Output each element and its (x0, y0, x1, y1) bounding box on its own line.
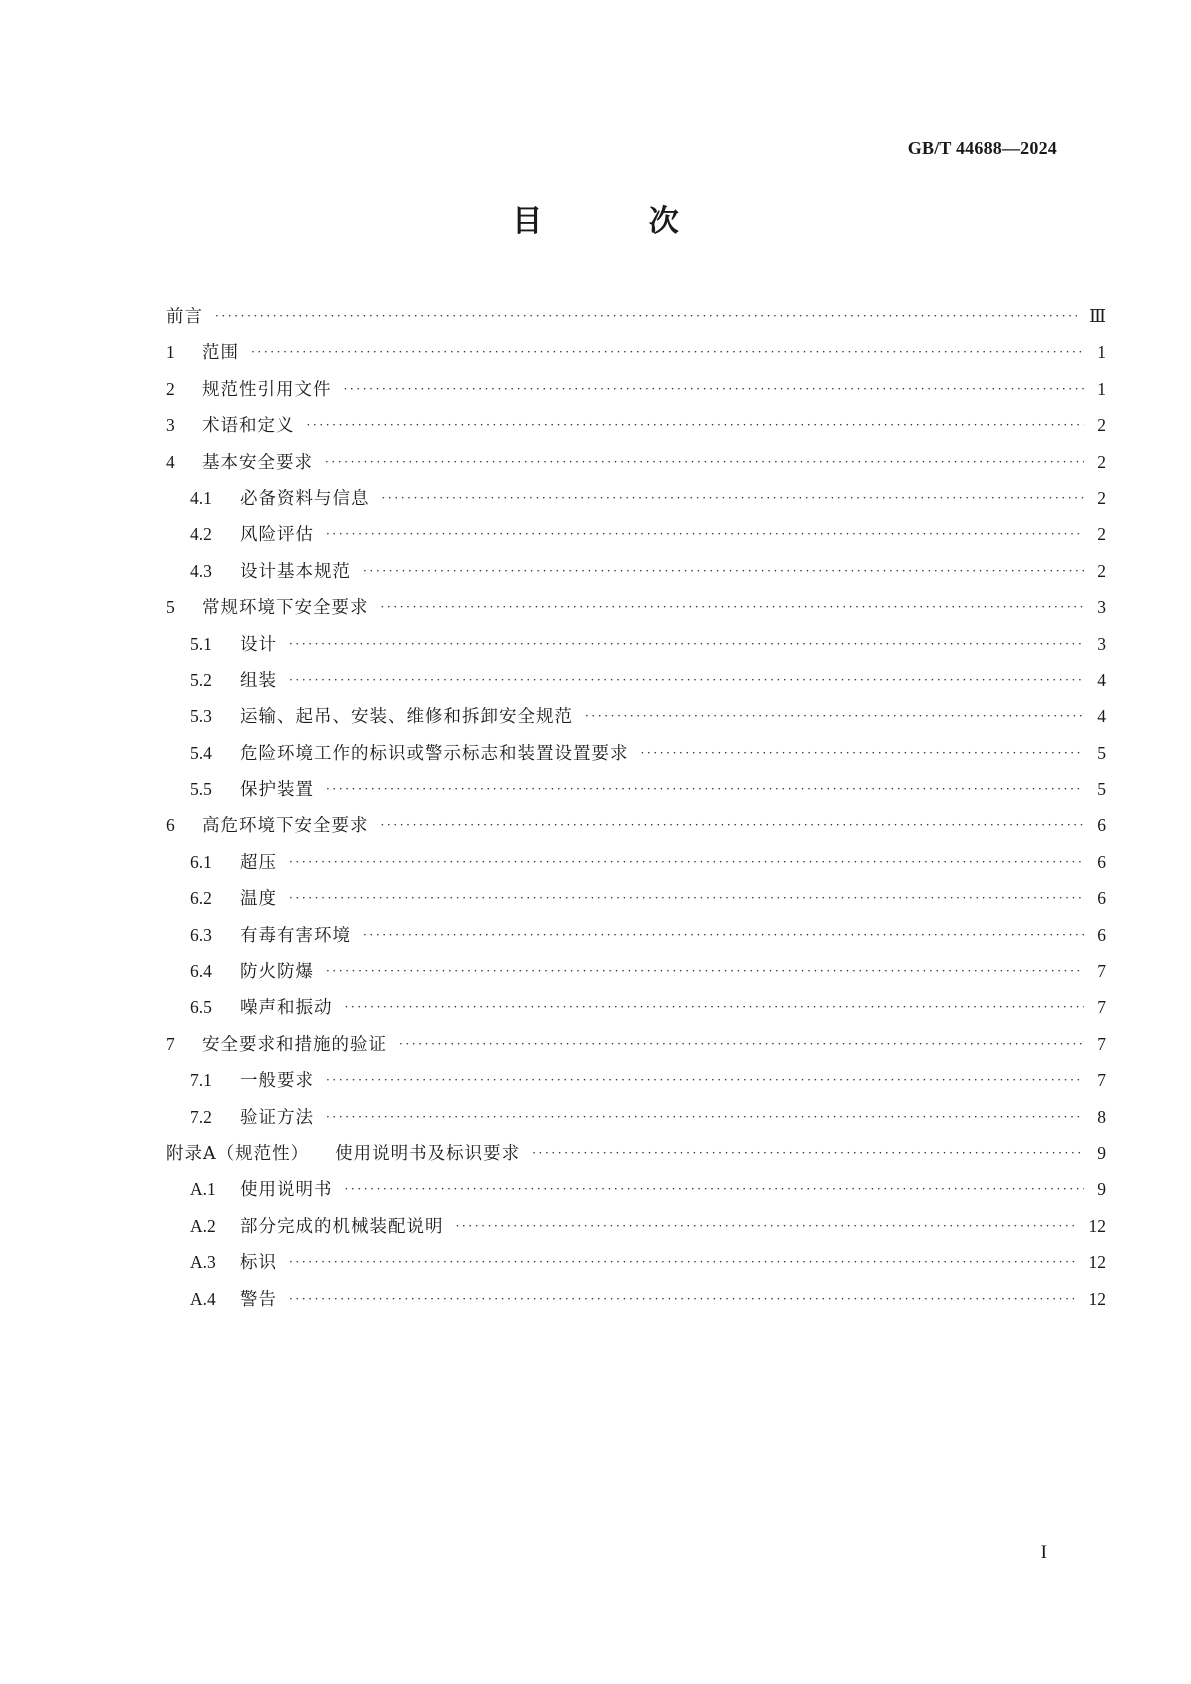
toc-entry-number: 7 (166, 1033, 175, 1054)
toc-entry-number: 7.1 (190, 1070, 212, 1091)
toc-dot-leader (307, 418, 1085, 432)
toc-entry-page: 2 (1097, 415, 1106, 436)
toc-entry-number: 5.4 (190, 742, 212, 763)
toc-entry-page: 5 (1097, 779, 1106, 800)
toc-entry-title: 有毒有害环境 (240, 925, 351, 946)
toc-entry-page: 6 (1097, 851, 1106, 872)
toc-entry-title: 附录A（规范性） (166, 1143, 310, 1164)
toc-dot-leader (289, 891, 1084, 905)
toc-entry-page: 6 (1097, 888, 1106, 909)
toc-entry-page: 12 (1088, 1215, 1106, 1236)
toc-entry-title: 范围 (202, 343, 239, 364)
toc-dot-leader (326, 1110, 1084, 1124)
toc-entry-title: 温度 (240, 889, 277, 910)
toc-entry-number: 6 (166, 815, 175, 836)
toc-entry-title: 噪声和振动 (240, 998, 333, 1019)
toc-entry-title: 部分完成的机械装配说明 (240, 1216, 444, 1237)
toc-entry-page: Ⅲ (1089, 306, 1106, 326)
toc-dot-leader (289, 1292, 1077, 1306)
toc-entry-number: 7.2 (190, 1106, 212, 1127)
toc-entry-page: 6 (1097, 924, 1106, 945)
toc-entry[interactable] (166, 849, 1106, 885)
toc-entry[interactable] (166, 922, 1106, 958)
toc-entry-page: 12 (1088, 1252, 1106, 1273)
toc-dot-leader (532, 1146, 1084, 1160)
toc-entry-title: 危险环境工作的标识或警示标志和装置设置要求 (240, 743, 629, 764)
toc-dot-leader (215, 309, 1077, 323)
toc-entry-page: 8 (1097, 1106, 1106, 1127)
toc-entry-page: 7 (1097, 1033, 1106, 1054)
toc-dot-leader (326, 964, 1084, 978)
toc-entry-title: 标识 (240, 1253, 277, 1274)
toc-entry[interactable] (166, 558, 1106, 594)
toc-dot-leader (382, 491, 1085, 505)
toc-entry-page: 9 (1097, 1179, 1106, 1200)
toc-entry-page: 7 (1097, 997, 1106, 1018)
toc-entry-number: 4.3 (190, 560, 212, 581)
toc-entry-page: 12 (1088, 1288, 1106, 1309)
toc-entry[interactable] (166, 667, 1106, 703)
toc-entry-title: 一般要求 (240, 1071, 314, 1092)
toc-entry[interactable] (166, 958, 1106, 994)
toc-entry-number: 5.5 (190, 779, 212, 800)
toc-dot-leader (363, 928, 1084, 942)
toc-entry-page: 4 (1097, 706, 1106, 727)
toc-entry-number: 5.3 (190, 706, 212, 727)
toc-entry[interactable] (166, 812, 1106, 848)
toc-entry[interactable] (166, 631, 1106, 667)
toc-entry-number: A.3 (190, 1252, 216, 1273)
toc-dot-leader (289, 637, 1084, 651)
toc-dot-leader (289, 855, 1084, 869)
toc-dot-leader (363, 564, 1084, 578)
toc-entry-number: 6.3 (190, 924, 212, 945)
toc-entry[interactable] (166, 303, 1106, 339)
toc-dot-leader (289, 1255, 1077, 1269)
toc-entry-number: 4.2 (190, 524, 212, 545)
toc-dot-leader (381, 600, 1085, 614)
toc-dot-leader (289, 673, 1084, 687)
toc-entry-page: 9 (1097, 1142, 1106, 1163)
table-of-contents (166, 303, 1106, 1322)
toc-entry-page: 6 (1097, 815, 1106, 836)
toc-entry-number: A.1 (190, 1179, 216, 1200)
toc-entry-number: 6.2 (190, 888, 212, 909)
toc-entry[interactable] (166, 339, 1106, 375)
toc-dot-leader (585, 709, 1084, 723)
toc-entry-number: 5.2 (190, 669, 212, 690)
toc-entry[interactable] (166, 449, 1106, 485)
toc-entry[interactable] (166, 1031, 1106, 1067)
toc-entry[interactable] (166, 1249, 1106, 1285)
toc-entry-page: 3 (1097, 633, 1106, 654)
toc-entry-title: 警告 (240, 1289, 277, 1310)
toc-entry-title: 设计 (240, 634, 277, 655)
toc-dot-leader (326, 782, 1084, 796)
toc-dot-leader (381, 818, 1085, 832)
toc-entry-title: 验证方法 (240, 1107, 314, 1128)
toc-entry[interactable] (166, 740, 1106, 776)
toc-entry-title: 保护装置 (240, 780, 314, 801)
toc-entry-title: 必备资料与信息 (240, 488, 370, 509)
toc-entry-title: 高危环境下安全要求 (202, 816, 369, 837)
toc-dot-leader (345, 1000, 1085, 1014)
page-number: I (1040, 1542, 1047, 1563)
toc-entry-page: 2 (1097, 524, 1106, 545)
standard-code: GB/T 44688—2024 (907, 138, 1057, 158)
toc-dot-leader (344, 382, 1085, 396)
toc-dot-leader (326, 1073, 1084, 1087)
toc-entry-title: 前言 (166, 307, 203, 327)
toc-entry-page: 3 (1097, 597, 1106, 618)
toc-entry[interactable] (166, 485, 1106, 521)
toc-entry[interactable] (166, 376, 1106, 412)
toc-dot-leader (456, 1219, 1077, 1233)
toc-dot-leader (641, 746, 1085, 760)
toc-entry-title: 运输、起吊、安装、维修和拆卸安全规范 (240, 707, 573, 728)
toc-dot-leader (326, 527, 1084, 541)
toc-entry-page: 5 (1097, 742, 1106, 763)
toc-entry-title: 防火防爆 (240, 962, 314, 983)
toc-entry[interactable] (166, 776, 1106, 812)
toc-entry-number: 6.4 (190, 961, 212, 982)
toc-entry-title: 设计基本规范 (240, 561, 351, 582)
toc-entry-page: 2 (1097, 487, 1106, 508)
toc-entry-title: 规范性引用文件 (202, 379, 332, 400)
toc-entry[interactable] (166, 885, 1106, 921)
toc-entry-title: 常规环境下安全要求 (202, 598, 369, 619)
toc-entry[interactable] (166, 703, 1106, 739)
toc-entry-number: 6.5 (190, 997, 212, 1018)
toc-entry-page: 7 (1097, 961, 1106, 982)
page-title: 目 次 (512, 204, 727, 239)
toc-entry[interactable] (166, 594, 1106, 630)
toc-entry-page: 1 (1097, 342, 1106, 363)
toc-entry-number: 6.1 (190, 851, 212, 872)
toc-entry-number: 3 (166, 415, 175, 436)
toc-entry-title: 安全要求和措施的验证 (202, 1034, 387, 1055)
toc-entry-title: 术语和定义 (202, 416, 295, 437)
toc-entry-page: 4 (1097, 669, 1106, 690)
toc-dot-leader (251, 345, 1084, 359)
toc-entry-page: 1 (1097, 378, 1106, 399)
toc-entry[interactable] (166, 412, 1106, 448)
toc-entry-number: 4.1 (190, 487, 212, 508)
toc-entry-number: A.4 (190, 1288, 216, 1309)
toc-entry-title: 使用说明书 (240, 1180, 333, 1201)
toc-entry[interactable] (166, 1140, 1106, 1176)
toc-entry-number: 2 (166, 378, 175, 399)
toc-entry-number: 5.1 (190, 633, 212, 654)
toc-entry-title: 基本安全要求 (202, 452, 313, 473)
toc-entry-number: A.2 (190, 1215, 216, 1236)
toc-dot-leader (345, 1182, 1085, 1196)
toc-entry-subtitle: 使用说明书及标识要求 (335, 1143, 521, 1164)
toc-entry-title: 风险评估 (240, 525, 314, 546)
toc-entry-page: 7 (1097, 1070, 1106, 1091)
toc-entry-title: 超压 (240, 852, 277, 873)
toc-entry[interactable] (166, 1213, 1106, 1249)
toc-entry-title: 组装 (240, 670, 277, 691)
toc-dot-leader (399, 1037, 1084, 1051)
toc-entry[interactable] (166, 521, 1106, 557)
toc-entry[interactable] (166, 1067, 1106, 1103)
toc-dot-leader (325, 455, 1084, 469)
toc-entry-page: 2 (1097, 560, 1106, 581)
toc-entry[interactable] (166, 1104, 1106, 1140)
toc-entry[interactable] (166, 994, 1106, 1030)
toc-entry-number: 4 (166, 451, 175, 472)
toc-entry-number: 5 (166, 597, 175, 618)
toc-entry[interactable] (166, 1286, 1106, 1322)
toc-entry-page: 2 (1097, 451, 1106, 472)
toc-entry-number: 1 (166, 342, 175, 363)
toc-entry[interactable] (166, 1176, 1106, 1212)
